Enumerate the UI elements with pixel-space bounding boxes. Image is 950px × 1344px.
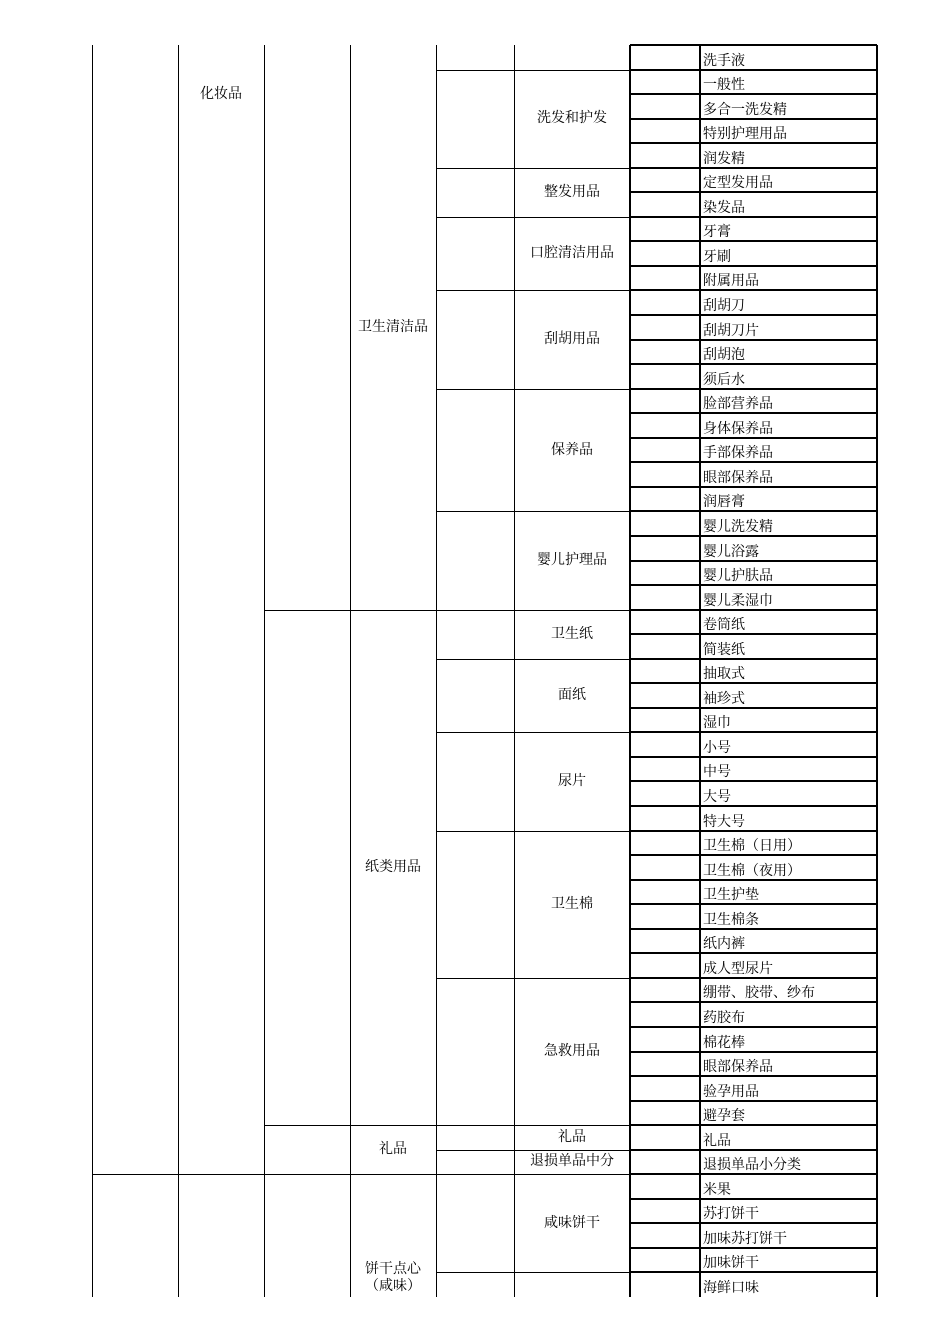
column-line: [178, 45, 179, 1297]
group-row-line: [350, 1174, 436, 1175]
item-row-line: [630, 1149, 877, 1151]
section-row-line: [92, 1174, 350, 1175]
item-row-line: [630, 805, 877, 807]
item-name: 眼部保养品: [703, 1059, 773, 1076]
item-row-line: [630, 93, 877, 95]
item-name: 礼品: [703, 1132, 731, 1149]
item-name: 润唇膏: [703, 494, 745, 511]
item-row-line: [630, 1051, 877, 1053]
item-name: 须后水: [703, 371, 745, 388]
group-row-line: [436, 831, 630, 832]
item-row-line: [630, 682, 877, 684]
item-name: 棉花棒: [703, 1034, 745, 1051]
column-line: [350, 45, 351, 1297]
group-row-line: [264, 610, 350, 611]
item-row-line: [630, 977, 877, 979]
item-row-line: [630, 167, 877, 169]
item-name: 湿巾: [703, 715, 731, 732]
group-row-line: [436, 70, 630, 71]
subclass-label: 卫生棉: [551, 895, 593, 912]
subclass-label: 口腔清洁用品: [530, 245, 614, 262]
column-line: [514, 45, 515, 1297]
item-row-line: [630, 363, 877, 365]
item-row-line: [630, 142, 877, 144]
item-row-line: [630, 928, 877, 930]
item-name: 纸内裤: [703, 936, 745, 953]
column-line: [876, 45, 878, 1297]
item-name: 洗手液: [703, 52, 745, 69]
subclass-label: 婴儿护理品: [537, 552, 607, 569]
item-name: 卫生护垫: [703, 887, 759, 904]
item-name: 卫生棉条: [703, 911, 759, 928]
item-row-line: [630, 731, 877, 733]
group-row-line: [264, 1125, 350, 1126]
item-name: 手部保养品: [703, 445, 773, 462]
group-row-line: [436, 1150, 630, 1151]
group-row-line: [350, 1125, 436, 1126]
category-label: 化妆品: [200, 85, 242, 102]
item-name: 婴儿柔湿巾: [703, 592, 773, 609]
group-row-line: [436, 290, 630, 291]
item-name: 避孕套: [703, 1108, 745, 1125]
item-row-line: [630, 240, 877, 242]
subclass-label: 刮胡用品: [544, 331, 600, 348]
subclass-label: 洗发和护发: [537, 110, 607, 127]
item-name: 卫生棉（夜用）: [703, 862, 801, 879]
item-name: 刮胡泡: [703, 347, 745, 364]
item-name: 定型发用品: [703, 175, 773, 192]
item-name: 中号: [703, 764, 731, 781]
item-name: 刮胡刀: [703, 298, 745, 315]
department-label: 礼品: [379, 1141, 407, 1158]
item-row-line: [630, 437, 877, 439]
subclass-label: 卫生纸: [551, 625, 593, 642]
group-row-line: [436, 732, 630, 733]
item-name: 眼部保养品: [703, 469, 773, 486]
item-row-line: [630, 1026, 877, 1028]
item-name: 牙膏: [703, 224, 731, 241]
item-row-line: [630, 486, 877, 488]
group-row-line: [436, 978, 630, 979]
column-line: [264, 45, 265, 1297]
item-row-line: [630, 830, 877, 832]
item-row-line: [630, 1075, 877, 1077]
item-name: 加味苏打饼干: [703, 1230, 787, 1247]
subclass-label: 退损单品中分: [530, 1153, 614, 1170]
item-name: 海鲜口味: [703, 1280, 759, 1296]
item-name: 婴儿洗发精: [703, 518, 773, 535]
group-row-line: [436, 1272, 630, 1273]
group-row-line: [436, 610, 630, 611]
item-row-line: [630, 1124, 877, 1126]
subclass-label: 整发用品: [544, 183, 600, 200]
column-line: [629, 45, 631, 1297]
group-row-line: [436, 659, 630, 660]
item-row-line: [630, 584, 877, 586]
item-row-line: [630, 1247, 877, 1249]
subclass-label: 面纸: [558, 687, 586, 704]
item-row-line: [630, 560, 877, 562]
item-row-line: [630, 658, 877, 660]
item-row-line: [630, 388, 877, 390]
item-name: 润发精: [703, 150, 745, 167]
item-name: 药胶布: [703, 1009, 745, 1026]
item-name: 成人型尿片: [703, 960, 773, 977]
group-row-line: [436, 511, 630, 512]
table-top-border: [630, 44, 877, 46]
item-row-line: [630, 265, 877, 267]
group-row-line: [436, 1174, 630, 1175]
item-name: 验孕用品: [703, 1083, 759, 1100]
item-row-line: [630, 118, 877, 120]
group-row-line: [436, 1125, 630, 1126]
group-row-line: [350, 610, 436, 611]
item-row-line: [630, 707, 877, 709]
item-row-line: [630, 1100, 877, 1102]
subclass-label: 咸味饼干: [544, 1214, 600, 1231]
group-row-line: [436, 217, 630, 218]
item-name: 特别护理用品: [703, 126, 787, 143]
item-row-line: [630, 952, 877, 954]
item-name: 苏打饼干: [703, 1206, 759, 1223]
item-row-line: [630, 854, 877, 856]
subclass-label: 礼品: [558, 1128, 586, 1145]
item-name: 退损单品小分类: [703, 1157, 801, 1174]
item-name: 脸部营养品: [703, 396, 773, 413]
item-row-line: [630, 535, 877, 537]
item-row-line: [630, 609, 877, 611]
subclass-label: 保养品: [551, 441, 593, 458]
item-name: 简装纸: [703, 641, 745, 658]
item-row-line: [630, 879, 877, 881]
department-label: 卫生清洁品: [358, 318, 428, 335]
subclass-label: 急救用品: [544, 1043, 600, 1059]
item-row-line: [630, 903, 877, 905]
item-row-line: [630, 216, 877, 218]
column-line: [699, 45, 701, 1297]
subclass-label: 尿片: [558, 772, 586, 789]
item-row-line: [630, 780, 877, 782]
group-row-line: [436, 168, 630, 169]
item-name: 婴儿护肤品: [703, 568, 773, 585]
item-name: 大号: [703, 789, 731, 806]
item-row-line: [630, 510, 877, 512]
item-name: 特大号: [703, 813, 745, 830]
department-label: 饼干点心 （咸味）: [365, 1261, 421, 1294]
column-line: [92, 45, 93, 1297]
group-row-line: [436, 389, 630, 390]
item-name: 身体保养品: [703, 420, 773, 437]
item-row-line: [630, 69, 877, 71]
item-name: 抽取式: [703, 666, 745, 683]
item-name: 绷带、胶带、纱布: [703, 985, 815, 1002]
item-name: 卫生棉（日用）: [703, 838, 801, 855]
item-name: 加味饼干: [703, 1255, 759, 1272]
department-label: 纸类用品: [365, 858, 421, 875]
item-row-line: [630, 1173, 877, 1175]
item-name: 卷筒纸: [703, 617, 745, 634]
item-row-line: [630, 412, 877, 414]
item-name: 牙刷: [703, 248, 731, 265]
item-name: 婴儿浴露: [703, 543, 759, 560]
item-row-line: [630, 191, 877, 193]
item-name: 刮胡刀片: [703, 322, 759, 339]
column-line: [436, 45, 437, 1297]
item-row-line: [630, 633, 877, 635]
item-name: 袖珍式: [703, 690, 745, 707]
item-name: 多合一洗发精: [703, 101, 787, 118]
item-row-line: [630, 756, 877, 758]
item-row-line: [630, 339, 877, 341]
item-name: 一般性: [703, 77, 745, 94]
item-name: 附属用品: [703, 273, 759, 290]
item-row-line: [630, 314, 877, 316]
item-name: 米果: [703, 1181, 731, 1198]
item-row-line: [630, 1198, 877, 1200]
item-name: 染发品: [703, 199, 745, 216]
item-name: 小号: [703, 739, 731, 756]
